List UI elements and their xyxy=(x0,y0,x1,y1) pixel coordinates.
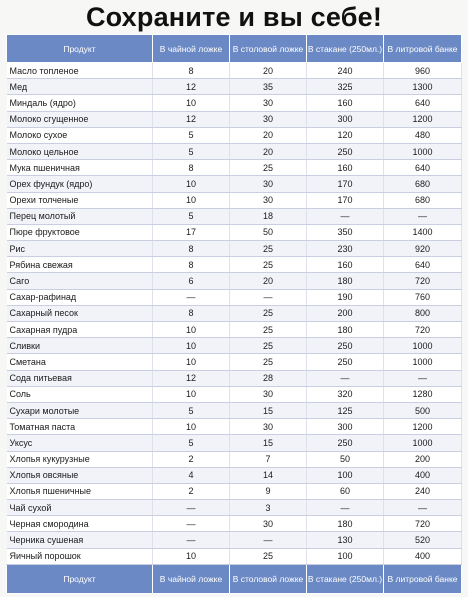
liter-jar-value: 480 xyxy=(384,127,462,143)
teaspoon-value: 2 xyxy=(153,483,230,499)
tablespoon-value: 25 xyxy=(230,305,307,321)
glass-value: 325 xyxy=(307,79,384,95)
tablespoon-value: 30 xyxy=(230,386,307,402)
page-title: Сохраните и вы себе! xyxy=(85,2,383,32)
table-row xyxy=(7,402,462,418)
tablespoon-value: 30 xyxy=(230,95,307,111)
teaspoon-value: — xyxy=(153,516,230,532)
liter-jar-value: 1000 xyxy=(384,143,462,159)
tablespoon-value: 18 xyxy=(230,208,307,224)
table-header xyxy=(7,35,462,63)
glass-value: 170 xyxy=(307,176,384,192)
product-name: Рябина свежая xyxy=(7,257,153,273)
table-body xyxy=(7,63,462,565)
liter-jar-value: 1200 xyxy=(384,419,462,435)
tablespoon-value: 25 xyxy=(230,257,307,273)
liter-jar-value: — xyxy=(384,370,462,386)
teaspoon-value: 5 xyxy=(153,208,230,224)
product-name: Масло топленое xyxy=(7,63,153,79)
table-row xyxy=(7,435,462,451)
glass-value: 160 xyxy=(307,95,384,111)
teaspoon-value: — xyxy=(153,500,230,516)
glass-value: 130 xyxy=(307,532,384,548)
product-name: Сливки xyxy=(7,338,153,354)
table-row xyxy=(7,419,462,435)
header-teaspoon: В чайной ложке xyxy=(153,35,230,63)
product-name: Сметана xyxy=(7,354,153,370)
header-liter-jar: В литровой банке xyxy=(384,35,462,63)
glass-value: 300 xyxy=(307,419,384,435)
product-name: Миндаль (ядро) xyxy=(7,95,153,111)
table-row xyxy=(7,386,462,402)
liter-jar-value: 640 xyxy=(384,257,462,273)
product-name: Сахарный песок xyxy=(7,305,153,321)
glass-value: 350 xyxy=(307,224,384,240)
teaspoon-value: — xyxy=(153,289,230,305)
teaspoon-value: 10 xyxy=(153,354,230,370)
liter-jar-value: 520 xyxy=(384,532,462,548)
tablespoon-value: 30 xyxy=(230,111,307,127)
liter-jar-value: 1000 xyxy=(384,338,462,354)
tablespoon-value: — xyxy=(230,532,307,548)
glass-value: 60 xyxy=(307,483,384,499)
product-name: Перец молотый xyxy=(7,208,153,224)
tablespoon-value: 20 xyxy=(230,143,307,159)
header-row xyxy=(7,35,462,63)
product-name: Сахарная пудра xyxy=(7,322,153,338)
glass-value: 100 xyxy=(307,548,384,564)
table-row xyxy=(7,354,462,370)
table-row xyxy=(7,127,462,143)
liter-jar-value: 1280 xyxy=(384,386,462,402)
teaspoon-value: 10 xyxy=(153,338,230,354)
table-row xyxy=(7,338,462,354)
teaspoon-value: 12 xyxy=(153,79,230,95)
table-row xyxy=(7,483,462,499)
teaspoon-value: 5 xyxy=(153,127,230,143)
table-row xyxy=(7,500,462,516)
liter-jar-value: 800 xyxy=(384,305,462,321)
table-row xyxy=(7,224,462,240)
table-row xyxy=(7,257,462,273)
teaspoon-value: 8 xyxy=(153,63,230,79)
teaspoon-value: 10 xyxy=(153,322,230,338)
product-name: Пюре фруктовое xyxy=(7,224,153,240)
product-name: Орех фундук (ядро) xyxy=(7,176,153,192)
teaspoon-value: 12 xyxy=(153,111,230,127)
product-name: Молоко сгущенное xyxy=(7,111,153,127)
table-row xyxy=(7,95,462,111)
tablespoon-value: 28 xyxy=(230,370,307,386)
product-name: Сухари молотые xyxy=(7,402,153,418)
table-row xyxy=(7,532,462,548)
glass-value: 50 xyxy=(307,451,384,467)
glass-value: 170 xyxy=(307,192,384,208)
glass-value: 250 xyxy=(307,143,384,159)
glass-value: — xyxy=(307,208,384,224)
teaspoon-value: 10 xyxy=(153,419,230,435)
header-product: Продукт xyxy=(7,35,153,63)
glass-value: 160 xyxy=(307,257,384,273)
teaspoon-value: 8 xyxy=(153,305,230,321)
teaspoon-value: 10 xyxy=(153,548,230,564)
table-row xyxy=(7,143,462,159)
glass-value: 180 xyxy=(307,322,384,338)
tablespoon-value: 20 xyxy=(230,63,307,79)
table-row xyxy=(7,63,462,79)
product-name: Чай сухой xyxy=(7,500,153,516)
product-name: Сахар-рафинад xyxy=(7,289,153,305)
header-tablespoon: В столовой ложке xyxy=(230,35,307,63)
teaspoon-value: 5 xyxy=(153,402,230,418)
teaspoon-value: 10 xyxy=(153,192,230,208)
product-name: Мед xyxy=(7,79,153,95)
tablespoon-value: 20 xyxy=(230,127,307,143)
liter-jar-value: 640 xyxy=(384,160,462,176)
table-row xyxy=(7,273,462,289)
table-row xyxy=(7,208,462,224)
glass-value: 300 xyxy=(307,111,384,127)
table-row xyxy=(7,176,462,192)
tablespoon-value: 15 xyxy=(230,435,307,451)
product-name: Черная смородина xyxy=(7,516,153,532)
footer-row xyxy=(7,564,462,593)
liter-jar-value: 240 xyxy=(384,483,462,499)
tablespoon-value: 25 xyxy=(230,548,307,564)
teaspoon-value: 8 xyxy=(153,241,230,257)
liter-jar-value: 680 xyxy=(384,176,462,192)
liter-jar-value: 1200 xyxy=(384,111,462,127)
teaspoon-value: 10 xyxy=(153,95,230,111)
footer-liter-jar: В литровой банке xyxy=(384,564,462,593)
product-name: Молоко сухое xyxy=(7,127,153,143)
table-footer xyxy=(7,564,462,593)
tablespoon-value: 7 xyxy=(230,451,307,467)
teaspoon-value: 5 xyxy=(153,143,230,159)
liter-jar-value: 680 xyxy=(384,192,462,208)
table-row xyxy=(7,111,462,127)
table-row xyxy=(7,305,462,321)
tablespoon-value: 30 xyxy=(230,516,307,532)
liter-jar-value: — xyxy=(384,500,462,516)
product-name: Черника сушеная xyxy=(7,532,153,548)
product-name: Хлопья овсяные xyxy=(7,467,153,483)
liter-jar-value: 400 xyxy=(384,548,462,564)
table-row xyxy=(7,467,462,483)
liter-jar-value: 500 xyxy=(384,402,462,418)
tablespoon-value: 25 xyxy=(230,241,307,257)
tablespoon-value: 50 xyxy=(230,224,307,240)
glass-value: 100 xyxy=(307,467,384,483)
liter-jar-value: 400 xyxy=(384,467,462,483)
product-name: Саго xyxy=(7,273,153,289)
glass-value: 250 xyxy=(307,435,384,451)
table-row xyxy=(7,192,462,208)
liter-jar-value: 720 xyxy=(384,273,462,289)
footer-tablespoon: В столовой ложке xyxy=(230,564,307,593)
table-row xyxy=(7,289,462,305)
product-name: Орехи толченые xyxy=(7,192,153,208)
glass-value: 200 xyxy=(307,305,384,321)
tablespoon-value: 14 xyxy=(230,467,307,483)
product-name: Молоко цельное xyxy=(7,143,153,159)
product-name: Яичный порошок xyxy=(7,548,153,564)
teaspoon-value: 12 xyxy=(153,370,230,386)
teaspoon-value: 2 xyxy=(153,451,230,467)
liter-jar-value: 720 xyxy=(384,322,462,338)
header-glass: В стакане (250мл.) xyxy=(307,35,384,63)
teaspoon-value: 10 xyxy=(153,386,230,402)
tablespoon-value: 25 xyxy=(230,354,307,370)
food-measures-table xyxy=(6,34,462,594)
teaspoon-value: 8 xyxy=(153,160,230,176)
liter-jar-value: 760 xyxy=(384,289,462,305)
table-row xyxy=(7,160,462,176)
tablespoon-value: 30 xyxy=(230,419,307,435)
tablespoon-value: 30 xyxy=(230,192,307,208)
table-row xyxy=(7,451,462,467)
glass-value: 160 xyxy=(307,160,384,176)
liter-jar-value: 640 xyxy=(384,95,462,111)
glass-value: 190 xyxy=(307,289,384,305)
teaspoon-value: 5 xyxy=(153,435,230,451)
product-name: Мука пшеничная xyxy=(7,160,153,176)
liter-jar-value: 200 xyxy=(384,451,462,467)
tablespoon-value: 25 xyxy=(230,322,307,338)
liter-jar-value: 960 xyxy=(384,63,462,79)
tablespoon-value: 25 xyxy=(230,160,307,176)
teaspoon-value: 4 xyxy=(153,467,230,483)
tablespoon-value: 9 xyxy=(230,483,307,499)
tablespoon-value: — xyxy=(230,289,307,305)
liter-jar-value: 1400 xyxy=(384,224,462,240)
glass-value: 125 xyxy=(307,402,384,418)
teaspoon-value: 6 xyxy=(153,273,230,289)
product-name: Томатная паста xyxy=(7,419,153,435)
tablespoon-value: 3 xyxy=(230,500,307,516)
glass-value: — xyxy=(307,370,384,386)
teaspoon-value: 8 xyxy=(153,257,230,273)
glass-value: 250 xyxy=(307,354,384,370)
tablespoon-value: 30 xyxy=(230,176,307,192)
tablespoon-value: 35 xyxy=(230,79,307,95)
tablespoon-value: 20 xyxy=(230,273,307,289)
product-name: Хлопья пшеничные xyxy=(7,483,153,499)
product-name: Хлопья кукурузные xyxy=(7,451,153,467)
table-row xyxy=(7,548,462,564)
product-name: Рис xyxy=(7,241,153,257)
liter-jar-value: 1000 xyxy=(384,435,462,451)
product-name: Соль xyxy=(7,386,153,402)
glass-value: 240 xyxy=(307,63,384,79)
product-name: Уксус xyxy=(7,435,153,451)
glass-value: — xyxy=(307,500,384,516)
liter-jar-value: 1300 xyxy=(384,79,462,95)
footer-teaspoon: В чайной ложке xyxy=(153,564,230,593)
table-row xyxy=(7,241,462,257)
liter-jar-value: — xyxy=(384,208,462,224)
glass-value: 320 xyxy=(307,386,384,402)
glass-value: 120 xyxy=(307,127,384,143)
table-row xyxy=(7,322,462,338)
footer-product: Продукт xyxy=(7,564,153,593)
footer-glass: В стакане (250мл.) xyxy=(307,564,384,593)
tablespoon-value: 15 xyxy=(230,402,307,418)
tablespoon-value: 25 xyxy=(230,338,307,354)
glass-value: 230 xyxy=(307,241,384,257)
teaspoon-value: 10 xyxy=(153,176,230,192)
glass-value: 250 xyxy=(307,338,384,354)
table-row xyxy=(7,370,462,386)
liter-jar-value: 1000 xyxy=(384,354,462,370)
liter-jar-value: 720 xyxy=(384,516,462,532)
glass-value: 180 xyxy=(307,516,384,532)
glass-value: 180 xyxy=(307,273,384,289)
table-row xyxy=(7,516,462,532)
liter-jar-value: 920 xyxy=(384,241,462,257)
teaspoon-value: — xyxy=(153,532,230,548)
teaspoon-value: 17 xyxy=(153,224,230,240)
product-name: Сода питьевая xyxy=(7,370,153,386)
table-row xyxy=(7,79,462,95)
